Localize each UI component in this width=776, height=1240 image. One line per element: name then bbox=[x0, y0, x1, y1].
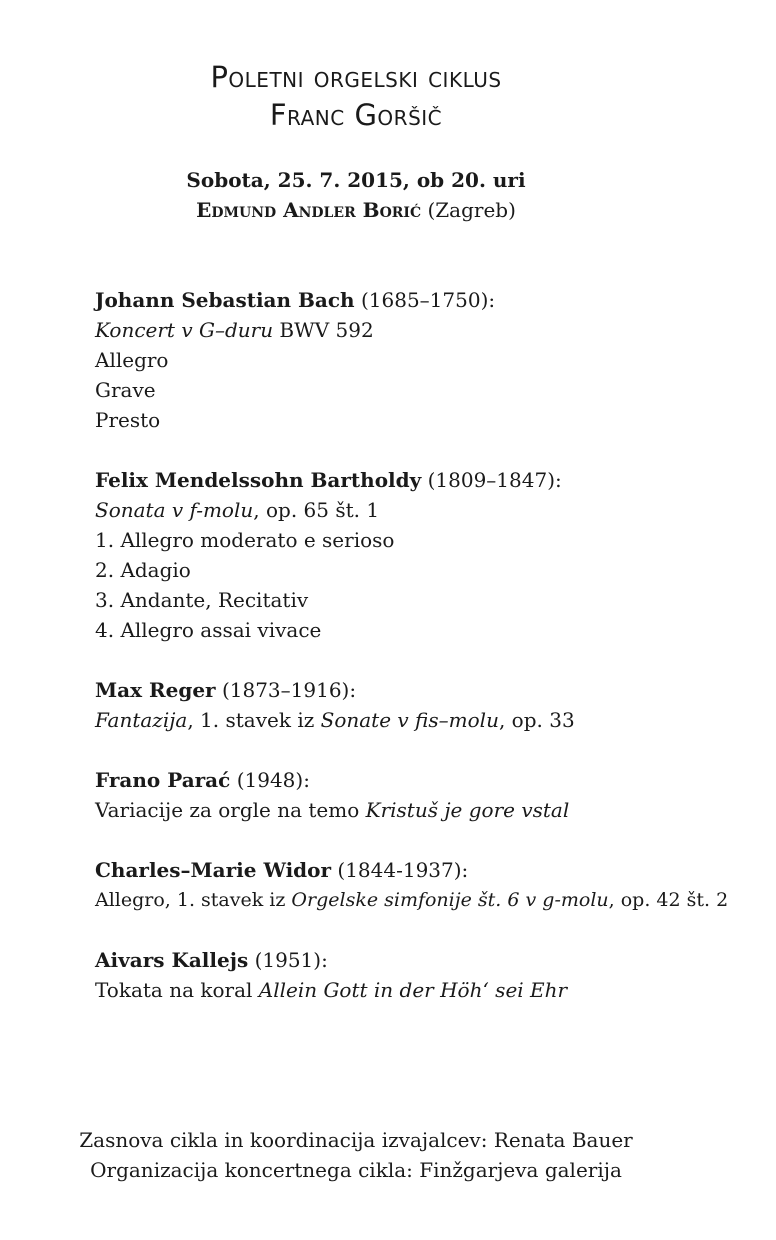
work-title-rest: , op. 42 št. 2 bbox=[608, 889, 729, 911]
concert-date: Sobota, 25. 7. 2015, ob 20. uri bbox=[186, 168, 526, 192]
work-title-italic: Allein Gott in der Höh‘ sei Ehr bbox=[258, 978, 568, 1002]
cycle-title-line2: Franc Goršič bbox=[269, 98, 443, 132]
credits bbox=[0, 1125, 712, 1185]
work-title-rest: BWV 592 bbox=[273, 318, 374, 342]
composer-line bbox=[95, 285, 755, 315]
work-title bbox=[95, 495, 755, 525]
work-title bbox=[95, 975, 755, 1005]
work-title bbox=[95, 885, 755, 915]
movement: 4. Allegro assai vivace bbox=[95, 618, 322, 642]
movement: Allegro bbox=[95, 348, 169, 372]
composer-years: (1951): bbox=[254, 948, 328, 972]
composer-line bbox=[95, 675, 755, 705]
composer-line bbox=[95, 855, 755, 885]
work-title-italic: Koncert v G–duru bbox=[95, 318, 274, 342]
work-title bbox=[95, 315, 755, 345]
composer-years: (1844-1937): bbox=[337, 858, 469, 882]
composer-name: Aivars Kallejs bbox=[95, 948, 249, 972]
composer-years: (1809–1847): bbox=[427, 468, 562, 492]
composer-line bbox=[95, 465, 755, 495]
program-item-parac bbox=[95, 765, 755, 825]
performer-name: Edmund Andler Borić bbox=[196, 198, 422, 222]
credits-line1: Zasnova cikla in koordinacija izvajalcev: Renata Bauer bbox=[79, 1128, 633, 1152]
movement: 2. Adagio bbox=[95, 558, 191, 582]
concert-info bbox=[0, 165, 712, 225]
movement: Presto bbox=[95, 408, 161, 432]
composer-name: Frano Parać bbox=[95, 768, 231, 792]
program-item-bach bbox=[95, 285, 755, 435]
movement: 3. Andante, Recitativ bbox=[95, 588, 309, 612]
performer-city: (Zagreb) bbox=[427, 198, 516, 222]
work-title-italic: Kristuš je gore vstal bbox=[365, 798, 570, 822]
work-title-plain: Tokata na koral bbox=[95, 978, 259, 1002]
work-title-mid: , 1. stavek iz bbox=[187, 708, 321, 732]
work-title-italic: Orgelske simfonije št. 6 v g-molu bbox=[291, 889, 609, 911]
cycle-title bbox=[0, 58, 712, 134]
work-title bbox=[95, 795, 755, 825]
movement: Grave bbox=[95, 378, 156, 402]
work-title bbox=[95, 705, 755, 735]
work-title-rest: , op. 33 bbox=[498, 708, 575, 732]
composer-name: Felix Mendelssohn Bartholdy bbox=[95, 468, 422, 492]
composer-line bbox=[95, 765, 755, 795]
composer-years: (1685–1750): bbox=[360, 288, 496, 312]
work-title-italic: Sonata v f-molu bbox=[95, 498, 254, 522]
composer-name: Charles–Marie Widor bbox=[95, 858, 332, 882]
program-item-kallejs bbox=[95, 945, 755, 1005]
work-title-plain: Allegro, 1. stavek iz bbox=[95, 889, 292, 911]
composer-years: (1948): bbox=[236, 768, 310, 792]
work-title-italic2: Sonate v fis–molu bbox=[320, 708, 499, 732]
work-title-italic: Fantazija bbox=[95, 708, 188, 732]
program-item-reger bbox=[95, 675, 755, 735]
performer bbox=[0, 195, 712, 225]
program-list bbox=[95, 285, 755, 1035]
composer-line bbox=[95, 945, 755, 975]
composer-name: Max Reger bbox=[95, 678, 216, 702]
work-title-rest: , op. 65 št. 1 bbox=[253, 498, 380, 522]
composer-name: Johann Sebastian Bach bbox=[95, 288, 355, 312]
cycle-title-line1: Poletni orgelski ciklus bbox=[210, 60, 502, 94]
composer-years: (1873–1916): bbox=[221, 678, 357, 702]
movement: 1. Allegro moderato e serioso bbox=[95, 528, 395, 552]
program-item-mendelssohn bbox=[95, 465, 755, 645]
credits-line2: Organizacija koncertnega cikla: Finžgarjeva galerija bbox=[90, 1158, 622, 1182]
work-title-plain: Variacije za orgle na temo bbox=[95, 798, 366, 822]
program-item-widor bbox=[95, 855, 755, 915]
